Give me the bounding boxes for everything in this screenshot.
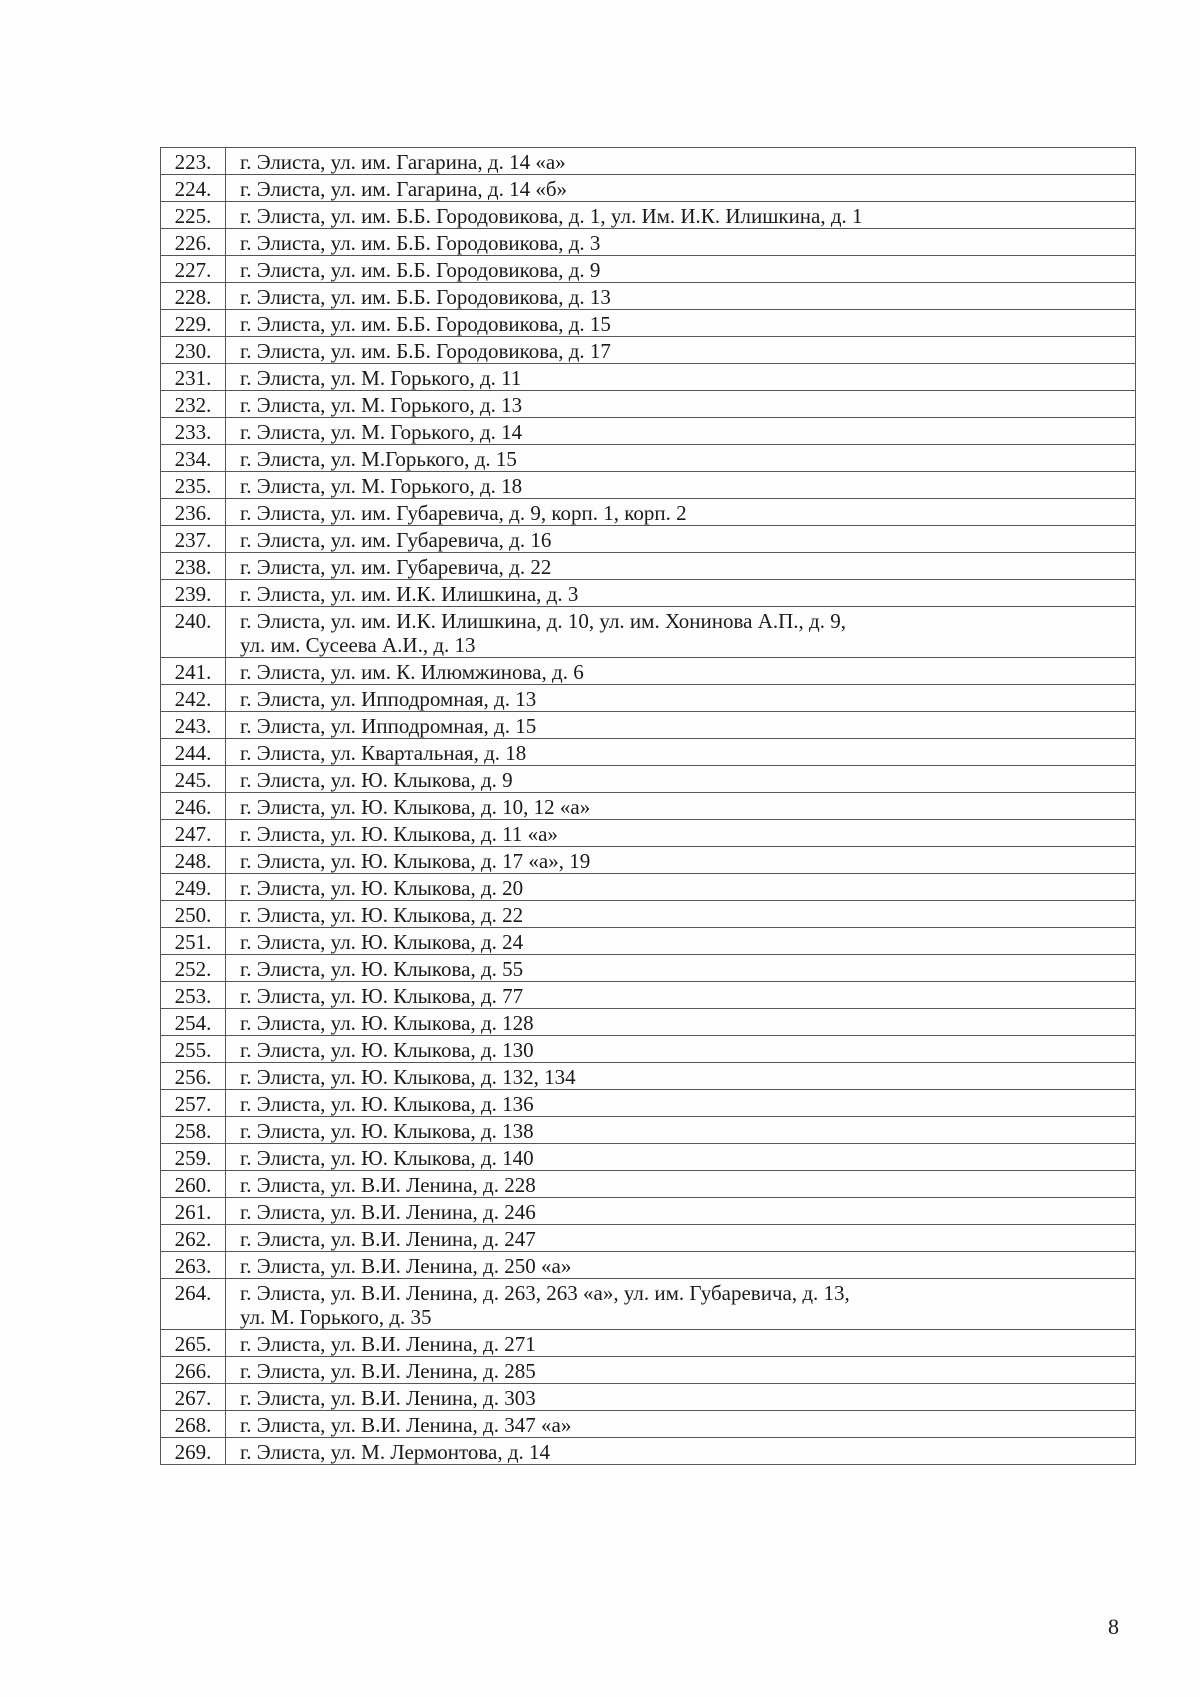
table-row — [161, 874, 1136, 901]
table-row — [161, 1225, 1136, 1252]
row-number: 252. — [161, 955, 226, 982]
table-row — [161, 391, 1136, 418]
row-number: 256. — [161, 1063, 226, 1090]
row-number: 238. — [161, 553, 226, 580]
row-number: 249. — [161, 874, 226, 901]
row-number: 253. — [161, 982, 226, 1009]
row-number: 241. — [161, 658, 226, 685]
row-address: г. Элиста, ул. Квартальная, д. 18 — [226, 739, 1136, 766]
row-number: 260. — [161, 1171, 226, 1198]
table-row — [161, 580, 1136, 607]
row-address: г. Элиста, ул. им. Б.Б. Городовикова, д. 1, ул. Им. И.К. Илишкина, д. 1 — [226, 202, 1136, 229]
row-number: 264. — [161, 1279, 226, 1330]
row-address: г. Элиста, ул. В.И. Ленина, д. 263, 263 «а», ул. им. Губаревича, д. 13, ул. М. Горького, д. 35 — [226, 1279, 1136, 1330]
row-address: г. Элиста, ул. им. Б.Б. Городовикова, д. 9 — [226, 256, 1136, 283]
row-address: г. Элиста, ул. Ю. Клыкова, д. 9 — [226, 766, 1136, 793]
row-address: г. Элиста, ул. В.И. Ленина, д. 285 — [226, 1357, 1136, 1384]
table-row — [161, 1279, 1136, 1330]
table-row — [161, 1171, 1136, 1198]
row-number: 236. — [161, 499, 226, 526]
row-address: г. Элиста, ул. Ю. Клыкова, д. 140 — [226, 1144, 1136, 1171]
table-row — [161, 1144, 1136, 1171]
table-row — [161, 553, 1136, 580]
table-row — [161, 175, 1136, 202]
row-address: г. Элиста, ул. В.И. Ленина, д. 246 — [226, 1198, 1136, 1225]
table-row — [161, 526, 1136, 553]
row-number: 235. — [161, 472, 226, 499]
row-number: 255. — [161, 1036, 226, 1063]
address-table — [160, 147, 1136, 1465]
row-address: г. Элиста, ул. Ипподромная, д. 15 — [226, 712, 1136, 739]
table-row — [161, 472, 1136, 499]
table-row — [161, 337, 1136, 364]
row-number: 225. — [161, 202, 226, 229]
row-number: 233. — [161, 418, 226, 445]
table-row — [161, 928, 1136, 955]
row-number: 240. — [161, 607, 226, 658]
table-row — [161, 685, 1136, 712]
row-address: г. Элиста, ул. им. К. Илюмжинова, д. 6 — [226, 658, 1136, 685]
row-address: г. Элиста, ул. Ю. Клыкова, д. 132, 134 — [226, 1063, 1136, 1090]
row-number: 231. — [161, 364, 226, 391]
row-number: 266. — [161, 1357, 226, 1384]
table-row — [161, 445, 1136, 472]
row-number: 257. — [161, 1090, 226, 1117]
table-row — [161, 256, 1136, 283]
table-row — [161, 847, 1136, 874]
row-address: г. Элиста, ул. Ипподромная, д. 13 — [226, 685, 1136, 712]
row-address: г. Элиста, ул. М. Горького, д. 14 — [226, 418, 1136, 445]
row-address: г. Элиста, ул. М. Горького, д. 11 — [226, 364, 1136, 391]
row-number: 246. — [161, 793, 226, 820]
table-row — [161, 1384, 1136, 1411]
row-address: г. Элиста, ул. им. Гагарина, д. 14 «а» — [226, 148, 1136, 175]
row-address: г. Элиста, ул. им. Б.Б. Городовикова, д. 17 — [226, 337, 1136, 364]
row-number: 237. — [161, 526, 226, 553]
table-row — [161, 712, 1136, 739]
row-address: г. Элиста, ул. Ю. Клыкова, д. 17 «а», 19 — [226, 847, 1136, 874]
row-address: г. Элиста, ул. Ю. Клыкова, д. 130 — [226, 1036, 1136, 1063]
table-row — [161, 229, 1136, 256]
row-number: 268. — [161, 1411, 226, 1438]
table-row — [161, 1330, 1136, 1357]
row-address: г. Элиста, ул. В.И. Ленина, д. 228 — [226, 1171, 1136, 1198]
row-address: г. Элиста, ул. Ю. Клыкова, д. 24 — [226, 928, 1136, 955]
row-address: г. Элиста, ул. М.Горького, д. 15 — [226, 445, 1136, 472]
table-row — [161, 1117, 1136, 1144]
row-number: 244. — [161, 739, 226, 766]
row-number: 227. — [161, 256, 226, 283]
row-number: 243. — [161, 712, 226, 739]
row-number: 250. — [161, 901, 226, 928]
row-number: 223. — [161, 148, 226, 175]
row-number: 229. — [161, 310, 226, 337]
table-row — [161, 1036, 1136, 1063]
row-number: 263. — [161, 1252, 226, 1279]
row-address: г. Элиста, ул. Ю. Клыкова, д. 11 «а» — [226, 820, 1136, 847]
table-row — [161, 982, 1136, 1009]
table-row — [161, 310, 1136, 337]
row-address: г. Элиста, ул. Ю. Клыкова, д. 138 — [226, 1117, 1136, 1144]
row-number: 230. — [161, 337, 226, 364]
row-address: г. Элиста, ул. М. Горького, д. 13 — [226, 391, 1136, 418]
row-number: 248. — [161, 847, 226, 874]
row-address: г. Элиста, ул. им. Губаревича, д. 16 — [226, 526, 1136, 553]
row-number: 232. — [161, 391, 226, 418]
row-address: г. Элиста, ул. им. Гагарина, д. 14 «б» — [226, 175, 1136, 202]
row-address: г. Элиста, ул. им. Губаревича, д. 9, корп. 1, корп. 2 — [226, 499, 1136, 526]
row-number: 254. — [161, 1009, 226, 1036]
row-number: 251. — [161, 928, 226, 955]
table-row — [161, 658, 1136, 685]
table-row — [161, 901, 1136, 928]
table-row — [161, 1198, 1136, 1225]
table-row — [161, 766, 1136, 793]
table-row — [161, 955, 1136, 982]
row-address: г. Элиста, ул. Ю. Клыкова, д. 136 — [226, 1090, 1136, 1117]
table-row — [161, 148, 1136, 175]
table-row — [161, 820, 1136, 847]
row-address: г. Элиста, ул. им. Губаревича, д. 22 — [226, 553, 1136, 580]
row-address: г. Элиста, ул. Ю. Клыкова, д. 10, 12 «а» — [226, 793, 1136, 820]
table-row — [161, 499, 1136, 526]
table-row — [161, 1009, 1136, 1036]
table-row — [161, 1252, 1136, 1279]
row-number: 247. — [161, 820, 226, 847]
row-address: г. Элиста, ул. Ю. Клыкова, д. 77 — [226, 982, 1136, 1009]
table-row — [161, 1438, 1136, 1465]
table-row — [161, 202, 1136, 229]
row-number: 267. — [161, 1384, 226, 1411]
row-address: г. Элиста, ул. В.И. Ленина, д. 303 — [226, 1384, 1136, 1411]
table-row — [161, 1063, 1136, 1090]
row-number: 245. — [161, 766, 226, 793]
row-number: 228. — [161, 283, 226, 310]
row-address: г. Элиста, ул. Ю. Клыкова, д. 128 — [226, 1009, 1136, 1036]
row-address: г. Элиста, ул. Ю. Клыкова, д. 22 — [226, 901, 1136, 928]
row-address: г. Элиста, ул. им. И.К. Илишкина, д. 3 — [226, 580, 1136, 607]
row-address: г. Элиста, ул. Ю. Клыкова, д. 55 — [226, 955, 1136, 982]
row-number: 224. — [161, 175, 226, 202]
table-row — [161, 1357, 1136, 1384]
row-address: г. Элиста, ул. Ю. Клыкова, д. 20 — [226, 874, 1136, 901]
address-table-body — [161, 148, 1136, 1465]
table-row — [161, 283, 1136, 310]
row-number: 239. — [161, 580, 226, 607]
row-address: г. Элиста, ул. В.И. Ленина, д. 271 — [226, 1330, 1136, 1357]
row-number: 265. — [161, 1330, 226, 1357]
table-row — [161, 1411, 1136, 1438]
row-number: 258. — [161, 1117, 226, 1144]
row-number: 234. — [161, 445, 226, 472]
table-row — [161, 793, 1136, 820]
row-number: 226. — [161, 229, 226, 256]
row-number: 259. — [161, 1144, 226, 1171]
row-address: г. Элиста, ул. им. Б.Б. Городовикова, д. 13 — [226, 283, 1136, 310]
row-number: 262. — [161, 1225, 226, 1252]
row-address: г. Элиста, ул. В.И. Ленина, д. 347 «а» — [226, 1411, 1136, 1438]
row-number: 269. — [161, 1438, 226, 1465]
row-address: г. Элиста, ул. им. И.К. Илишкина, д. 10, ул. им. Хонинова А.П., д. 9, ул. им. Сусеева А.И., д. 13 — [226, 607, 1136, 658]
row-address: г. Элиста, ул. М. Лермонтова, д. 14 — [226, 1438, 1136, 1465]
row-number: 261. — [161, 1198, 226, 1225]
table-row — [161, 364, 1136, 391]
table-row — [161, 607, 1136, 658]
row-address: г. Элиста, ул. им. Б.Б. Городовикова, д. 15 — [226, 310, 1136, 337]
page-number: 8 — [1108, 1614, 1119, 1639]
table-row — [161, 418, 1136, 445]
table-row — [161, 739, 1136, 766]
row-address: г. Элиста, ул. В.И. Ленина, д. 250 «а» — [226, 1252, 1136, 1279]
row-number: 242. — [161, 685, 226, 712]
table-row — [161, 1090, 1136, 1117]
row-address: г. Элиста, ул. им. Б.Б. Городовикова, д. 3 — [226, 229, 1136, 256]
row-address: г. Элиста, ул. В.И. Ленина, д. 247 — [226, 1225, 1136, 1252]
row-address: г. Элиста, ул. М. Горького, д. 18 — [226, 472, 1136, 499]
